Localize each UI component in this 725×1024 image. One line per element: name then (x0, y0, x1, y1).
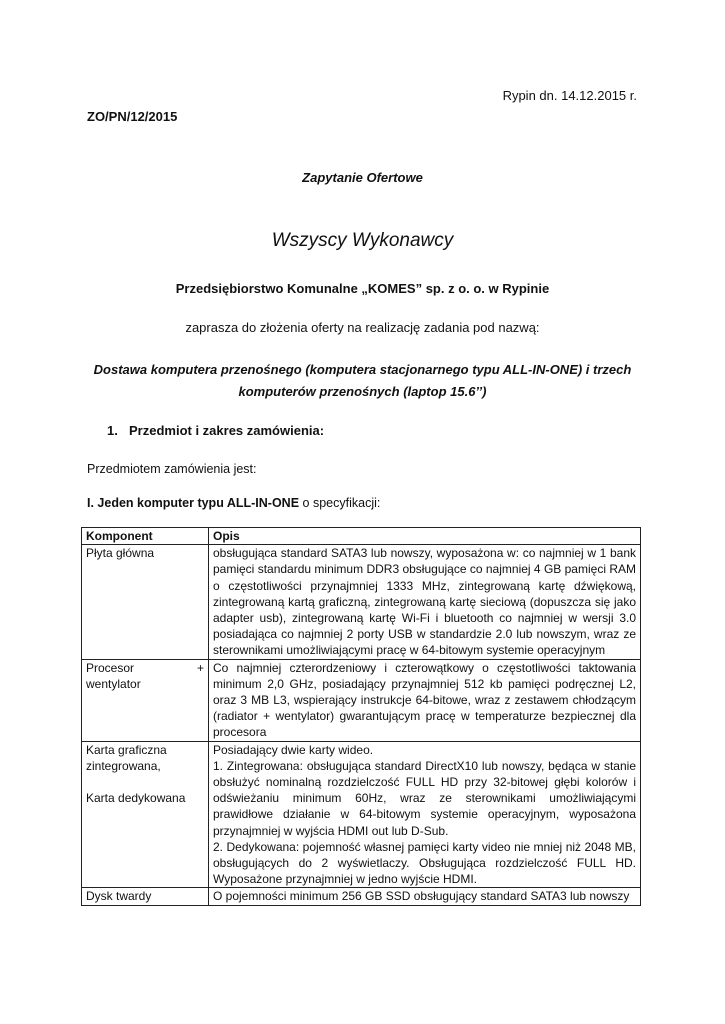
component-cell: Dysk twardy (82, 888, 209, 905)
section-title: Przedmiot i zakres zamówienia: (129, 423, 325, 438)
component-name: Procesor (86, 660, 135, 675)
description-cell (209, 741, 641, 888)
task-title (60, 359, 665, 403)
description-intro: Posiadający dwie karty wideo. (213, 742, 374, 757)
task-title-line-1: Dostawa komputera przenośnego (komputera stacjonarnego typu ALL-IN-ONE) i trzech (93, 362, 632, 377)
task-title-line-2: komputerów przenośnych (laptop 15.6’’) (238, 384, 487, 399)
section-heading (107, 423, 324, 438)
component-name: Karta graficzna (86, 742, 167, 757)
table-row (82, 545, 641, 659)
section-number: 1. (107, 423, 118, 438)
description-cell: obsługująca standard SATA3 lub nowszy, wyposażona w: co najmniej w 1 bank pamięci standardu minimum DDR3 obsługujące co najmniej 4 GB pamięci RAM o częstotliwości przynajmniej 1333 MHz, zintegrowaną kartę dźwiękową, zintegrowaną kartą graficzną, zintegrowaną kartę sieciową (dopuszcza się jako adapter usb), zintegrowaną kartę Wi-Fi i bluetooth co najmniej w wersji 3.0 posiadająca co najmniej 2 porty USB w standardzie 2.0 lub nowszym, wraz ze sterownikami umożliwiającymi pracę w 64-bitowym systemie operacyjnym (209, 545, 641, 659)
component-plus: + (196, 660, 204, 675)
component-name-continued: wentylator (86, 676, 141, 691)
company-name: Przedsiębiorstwo Komunalne „KOMES” sp. z o. o. w Rypinie (175, 281, 550, 296)
invitation-text: zaprasza do złożenia oferty na realizację zadania pod nazwą: (185, 320, 540, 335)
component-cell: Płyta główna (82, 545, 209, 659)
table-row (82, 741, 641, 888)
component-name-alt: Karta dedykowana (86, 791, 186, 806)
description-cell: Co najmniej czterordzeniowy i czterowątkowy o częstotliwości taktowania minimum 2,0 GHz, posiadający przynajmniej 512 kb pamięci podręcznej L2, oraz 3 MB L3, wspierający instrukcje 64-bitowe, wraz z zestawem chłodzącym (radiator + wentylator) gwarantującym pracę w temperaturze bezpiecznej dla procesora (209, 659, 641, 741)
document-reference: ZO/PN/12/2015 (87, 109, 178, 124)
spacer (86, 774, 204, 790)
description-cell: O pojemności minimum 256 GB SSD obsługujący standard SATA3 lub nowszy (209, 888, 641, 905)
component-name-continued: zintegrowana, (86, 758, 161, 773)
table-row (82, 888, 641, 905)
spec-heading (87, 496, 380, 510)
document-date: Rypin dn. 14.12.2015 r. (502, 88, 637, 103)
addressee-heading: Wszyscy Wykonawcy (271, 230, 454, 251)
header-description: Opis (209, 528, 641, 545)
spec-heading-bold: I. Jeden komputer typu ALL-IN-ONE (87, 496, 300, 510)
header-component: Komponent (82, 528, 209, 545)
component-cell (82, 741, 209, 888)
document-subtitle: Zapytanie Ofertowe (302, 170, 423, 185)
section-intro: Przedmiotem zamówienia jest: (87, 462, 257, 476)
component-cell (82, 659, 209, 741)
component-line (86, 660, 204, 676)
specification-table (81, 527, 641, 906)
table-header-row (82, 528, 641, 545)
spec-heading-rest: o specyfikacji: (299, 496, 381, 510)
table-row (82, 659, 641, 741)
description-point-1: 1. Zintegrowana: obsługująca standard DirectX10 lub nowszy, będąca w stanie obsłużyć nominalną rozdzielczość FULL HD przy 32-bitowej głębi kolorów i odświeżaniu minimum 60Hz, wraz ze sterownikami umożliwiającymi prawidłowe działanie w 64-bitowym systemie operacyjnym, wyposażona przynajmniej w wyjścia HDMI out lub D-Sub. (213, 758, 636, 838)
description-point-2: 2. Dedykowana: pojemność własnej pamięci karty video nie mniej niż 2048 MB, obsługujących do 2 wyświetlaczy. Obsługująca rozdzielczość FULL HD. Wyposażone przynajmniej w jedno wyjście HDMI. (213, 839, 636, 887)
